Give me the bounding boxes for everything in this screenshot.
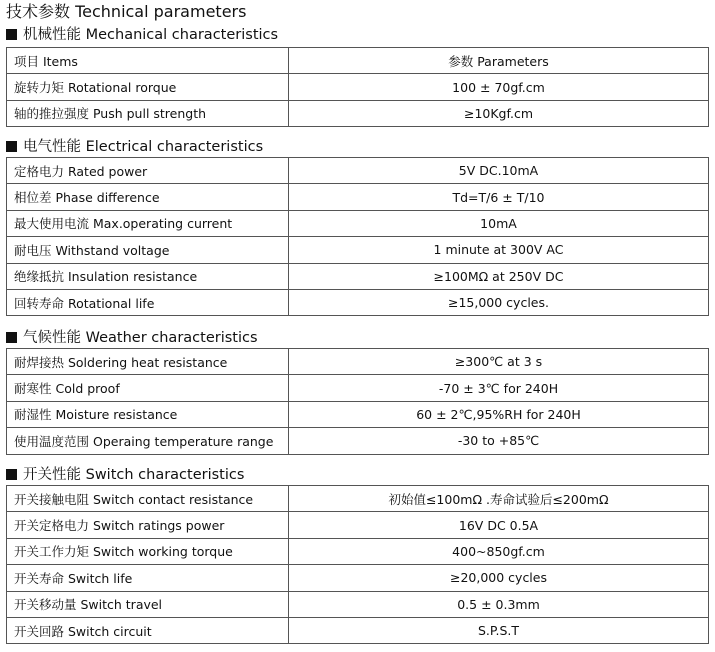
- row-item: 定格电力 Rated power: [7, 158, 289, 184]
- table-header-row: [7, 48, 709, 74]
- electrical-table: [6, 157, 709, 316]
- row-value: 400~850gf.cm: [289, 538, 709, 564]
- row-item: 开关寿命 Switch life: [7, 565, 289, 591]
- row-item: 旋转力矩 Rotational rorque: [7, 74, 289, 100]
- row-item: 开关移动量 Switch travel: [7, 591, 289, 617]
- table-row: [7, 100, 709, 126]
- switch-table: [6, 485, 709, 644]
- table-row: [7, 428, 709, 454]
- section-title-weather: [6, 328, 258, 348]
- row-value: ≥10Kgf.cm: [289, 100, 709, 126]
- row-item: 最大使用电流 Max.operating current: [7, 210, 289, 236]
- row-value: 100 ± 70gf.cm: [289, 74, 709, 100]
- column-header-parameters: 参数 Parameters: [289, 48, 709, 74]
- square-bullet-icon: [6, 29, 17, 40]
- weather-table: [6, 348, 709, 455]
- row-item: 开关回路 Switch circuit: [7, 617, 289, 643]
- section-title-mechanical: [6, 25, 278, 45]
- row-value: 60 ± 2℃,95%RH for 240H: [289, 401, 709, 427]
- row-value: 10mA: [289, 210, 709, 236]
- row-value: ≥100MΩ at 250V DC: [289, 263, 709, 289]
- table-row: [7, 237, 709, 263]
- table-row: [7, 375, 709, 401]
- row-item: 轴的推拉强度 Push pull strength: [7, 100, 289, 126]
- table-row: [7, 591, 709, 617]
- square-bullet-icon: [6, 469, 17, 480]
- square-bullet-icon: [6, 332, 17, 343]
- row-item: 使用温度范围 Operaing temperature range: [7, 428, 289, 454]
- table-row: [7, 74, 709, 100]
- table-row: [7, 617, 709, 643]
- section-title-switch: [6, 465, 244, 485]
- row-item: 绝缘抵抗 Insulation resistance: [7, 263, 289, 289]
- row-value: ≥300℃ at 3 s: [289, 349, 709, 375]
- row-item: 耐湿性 Moisture resistance: [7, 401, 289, 427]
- row-value: -30 to +85℃: [289, 428, 709, 454]
- section-title-text: 气候性能 Weather characteristics: [23, 330, 258, 346]
- row-item: 耐寒性 Cold proof: [7, 375, 289, 401]
- row-value: 1 minute at 300V AC: [289, 237, 709, 263]
- row-value: S.P.S.T: [289, 617, 709, 643]
- table-row: [7, 289, 709, 315]
- row-item: 耐焊接热 Soldering heat resistance: [7, 349, 289, 375]
- section-title-text: 机械性能 Mechanical characteristics: [23, 27, 279, 43]
- row-value: ≥15,000 cycles.: [289, 289, 709, 315]
- square-bullet-icon: [6, 141, 17, 152]
- section-title-electrical: [6, 137, 263, 157]
- table-row: [7, 158, 709, 184]
- row-item: 开关工作力矩 Switch working torque: [7, 538, 289, 564]
- section-title-text: 开关性能 Switch characteristics: [23, 467, 245, 483]
- table-row: [7, 401, 709, 427]
- row-item: 开关接触电阻 Switch contact resistance: [7, 486, 289, 512]
- row-value: 初始值≤100mΩ .寿命试验后≤200mΩ: [289, 486, 709, 512]
- table-row: [7, 263, 709, 289]
- table-row: [7, 486, 709, 512]
- row-item: 回转寿命 Rotational life: [7, 289, 289, 315]
- mechanical-table: [6, 47, 709, 127]
- table-row: [7, 210, 709, 236]
- row-item: 开关定格电力 Switch ratings power: [7, 512, 289, 538]
- table-row: [7, 565, 709, 591]
- section-title-text: 电气性能 Electrical characteristics: [23, 139, 264, 155]
- row-value: ≥20,000 cycles: [289, 565, 709, 591]
- row-item: 相位差 Phase difference: [7, 184, 289, 210]
- row-value: Td=T/6 ± T/10: [289, 184, 709, 210]
- column-header-items: 项目 Items: [7, 48, 289, 74]
- table-row: [7, 538, 709, 564]
- row-value: 0.5 ± 0.3mm: [289, 591, 709, 617]
- table-row: [7, 184, 709, 210]
- row-value: 16V DC 0.5A: [289, 512, 709, 538]
- table-row: [7, 349, 709, 375]
- page-title: 技术参数 Technical parameters: [6, 2, 247, 21]
- row-value: 5V DC.10mA: [289, 158, 709, 184]
- table-row: [7, 512, 709, 538]
- row-value: -70 ± 3℃ for 240H: [289, 375, 709, 401]
- row-item: 耐电压 Withstand voltage: [7, 237, 289, 263]
